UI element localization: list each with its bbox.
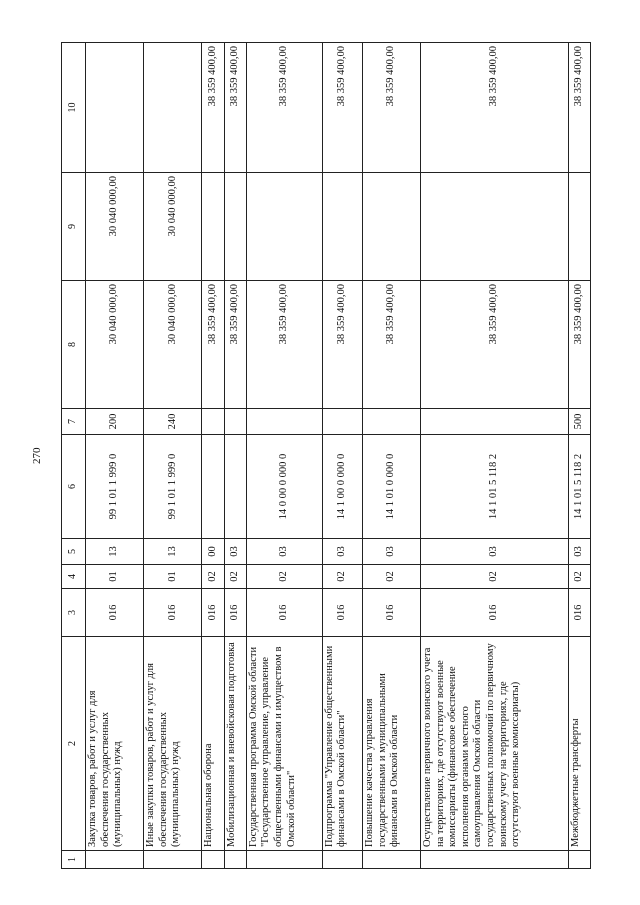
cell-v9 <box>362 173 420 281</box>
cell-name: Мобилизационная и вневойсковая подготовка <box>224 637 246 851</box>
cell-vr <box>322 409 362 435</box>
cell-vr <box>202 409 224 435</box>
cell-rz: 01 <box>144 565 202 589</box>
table-row <box>362 43 420 869</box>
cell-csr: 14 0 00 0 000 0 <box>246 435 322 539</box>
cell-c1 <box>246 851 322 869</box>
cell-v10: 38 359 400,00 <box>568 43 590 173</box>
cell-v10: 38 359 400,00 <box>202 43 224 173</box>
cell-name: Иные закупки товаров, работ и услуг для обеспечения государственных (муниципальных) нужд <box>144 637 202 851</box>
cell-v9 <box>568 173 590 281</box>
cell-pr: 00 <box>202 539 224 565</box>
cell-csr: 99 1 01 1 999 0 <box>144 435 202 539</box>
cell-rz: 02 <box>322 565 362 589</box>
cell-c1 <box>202 851 224 869</box>
cell-vr: 240 <box>144 409 202 435</box>
cell-grbs: 016 <box>246 589 322 637</box>
cell-rz: 02 <box>362 565 420 589</box>
cell-rz: 01 <box>86 565 144 589</box>
cell-pr: 13 <box>144 539 202 565</box>
cell-vr <box>224 409 246 435</box>
cell-v9 <box>246 173 322 281</box>
cell-v9 <box>224 173 246 281</box>
cell-c1 <box>224 851 246 869</box>
cell-pr: 03 <box>362 539 420 565</box>
cell-v9: 30 040 000,00 <box>144 173 202 281</box>
cell-grbs: 016 <box>362 589 420 637</box>
cell-name: Осуществление первичного воинского учета на территориях, где отсутствуют военные комиссариаты (финансовое обеспечение исполнения органами местного самоуправления Омской области государственных полномочий по первичному воинскому учету на территориях, где отсутствуют военные комиссариаты) <box>421 637 569 851</box>
cell-pr: 03 <box>568 539 590 565</box>
cell-v8: 38 359 400,00 <box>246 281 322 409</box>
cell-v10: 38 359 400,00 <box>246 43 322 173</box>
cell-c1 <box>421 851 569 869</box>
col-header: 10 <box>62 43 86 173</box>
cell-c1 <box>144 851 202 869</box>
cell-name: Межбюджетные трансферты <box>568 637 590 851</box>
cell-pr: 03 <box>224 539 246 565</box>
cell-csr: 14 1 01 0 000 0 <box>362 435 420 539</box>
cell-v8: 38 359 400,00 <box>568 281 590 409</box>
table-row <box>568 43 590 869</box>
cell-v10: 38 359 400,00 <box>421 43 569 173</box>
cell-v8: 38 359 400,00 <box>224 281 246 409</box>
cell-c1 <box>362 851 420 869</box>
cell-rz: 02 <box>568 565 590 589</box>
cell-v8: 38 359 400,00 <box>202 281 224 409</box>
cell-name: Закупка товаров, работ и услуг для обеспечения государственных (муниципальных) нужд <box>86 637 144 851</box>
cell-rz: 02 <box>421 565 569 589</box>
col-header: 9 <box>62 173 86 281</box>
cell-v9 <box>322 173 362 281</box>
cell-v8: 38 359 400,00 <box>322 281 362 409</box>
col-header: 3 <box>62 589 86 637</box>
cell-grbs: 016 <box>224 589 246 637</box>
cell-name: Подпрограмма "Управление общественными финансами в Омской области" <box>322 637 362 851</box>
cell-grbs: 016 <box>322 589 362 637</box>
table-row <box>246 43 322 869</box>
cell-c1 <box>568 851 590 869</box>
cell-pr: 13 <box>86 539 144 565</box>
cell-grbs: 016 <box>202 589 224 637</box>
col-header: 5 <box>62 539 86 565</box>
cell-csr: 14 1 01 5 118 2 <box>568 435 590 539</box>
table-row <box>224 43 246 869</box>
cell-vr <box>246 409 322 435</box>
cell-vr <box>421 409 569 435</box>
cell-v10: 38 359 400,00 <box>224 43 246 173</box>
cell-grbs: 016 <box>421 589 569 637</box>
cell-v9 <box>421 173 569 281</box>
cell-csr: 14 1 01 5 118 2 <box>421 435 569 539</box>
cell-c1 <box>86 851 144 869</box>
cell-rz: 02 <box>224 565 246 589</box>
cell-v10: 38 359 400,00 <box>322 43 362 173</box>
table-row <box>86 43 144 869</box>
table-row <box>202 43 224 869</box>
table-row <box>421 43 569 869</box>
cell-v9: 30 040 000,00 <box>86 173 144 281</box>
cell-pr: 03 <box>246 539 322 565</box>
cell-v10: 38 359 400,00 <box>362 43 420 173</box>
cell-csr: 14 1 00 0 000 0 <box>322 435 362 539</box>
cell-csr: 99 1 01 1 999 0 <box>86 435 144 539</box>
cell-v9 <box>202 173 224 281</box>
col-header: 7 <box>62 409 86 435</box>
cell-vr: 200 <box>86 409 144 435</box>
budget-table-container <box>61 43 591 869</box>
cell-grbs: 016 <box>568 589 590 637</box>
cell-pr: 03 <box>322 539 362 565</box>
cell-pr: 03 <box>421 539 569 565</box>
table-row <box>144 43 202 869</box>
cell-v8: 30 040 000,00 <box>144 281 202 409</box>
cell-v8: 38 359 400,00 <box>421 281 569 409</box>
cell-rz: 02 <box>246 565 322 589</box>
cell-name: Государственная программа Омской области "Государственное управление, управление общественными финансами и имуществом в Омской области" <box>246 637 322 851</box>
cell-grbs: 016 <box>144 589 202 637</box>
col-header: 6 <box>62 435 86 539</box>
cell-v10 <box>144 43 202 173</box>
col-header: 4 <box>62 565 86 589</box>
cell-v8: 38 359 400,00 <box>362 281 420 409</box>
col-header: 2 <box>62 637 86 851</box>
budget-table <box>61 42 591 869</box>
col-header: 8 <box>62 281 86 409</box>
cell-grbs: 016 <box>86 589 144 637</box>
col-header: 1 <box>62 851 86 869</box>
cell-vr: 500 <box>568 409 590 435</box>
cell-csr <box>202 435 224 539</box>
cell-name: Национальная оборона <box>202 637 224 851</box>
cell-v8: 30 040 000,00 <box>86 281 144 409</box>
header-row <box>62 43 86 869</box>
cell-v10 <box>86 43 144 173</box>
cell-name: Повышение качества управления государственными и муниципальными финансами в Омской области <box>362 637 420 851</box>
cell-vr <box>362 409 420 435</box>
table-row <box>322 43 362 869</box>
cell-csr <box>224 435 246 539</box>
cell-rz: 02 <box>202 565 224 589</box>
cell-c1 <box>322 851 362 869</box>
